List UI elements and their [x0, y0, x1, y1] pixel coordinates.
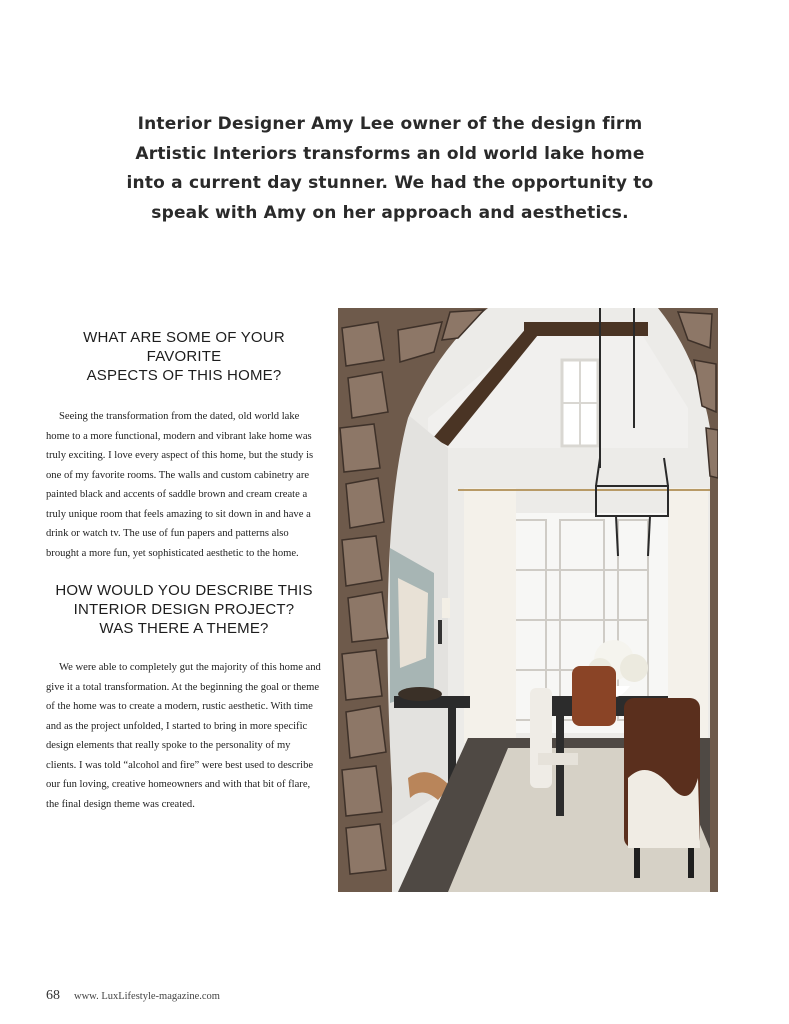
intro-paragraph: Interior Designer Amy Lee owner of the design firm Artistic Interiors transforms an old world lake home into a current day stunner. We had the opportunity to speak with Amy on her approach and aesthetics.	[126, 114, 654, 223]
question-heading-1: WHAT ARE SOME OF YOUR FAVORITE ASPECTS OF THIS HOME?	[83, 329, 285, 384]
dining-room-photo	[338, 308, 718, 892]
page-number: 68	[46, 988, 60, 1003]
answer-paragraph-2: We were able to completely gut the majority of this home and give it a total transformation. At the beginning the goal or theme of the home was to create a modern, rustic aesthetic. With time and as the project unfolded, I started to bring in more specific design elements that really spoke to the personality of my clients. I was told “alcohol and fire” were best used to describe our fun loving, creative homeowners and with that bit of flare, the final design theme was created.	[46, 662, 321, 810]
page-footer	[46, 986, 220, 1004]
answer-paragraph-1: Seeing the transformation from the dated, old world lake home to a more functional, modern and vibrant lake home was truly exciting. I love every aspect of this home, but the study is one of my favorite rooms. The walls and custom cabinetry are painted black and accents of saddle brown and cream create a truly unique room that feels amazing to sit down in and have a drink or watch tv. The use of fun papers and patterns also brought a more fun, yet sophisticated aesthetic to the home.	[46, 411, 314, 559]
website-link[interactable]: www. LuxLifestyle-magazine.com	[74, 991, 220, 1002]
interview-column	[46, 328, 322, 814]
question-heading-2: HOW WOULD YOU DESCRIBE THIS INTERIOR DESIGN PROJECT? WAS THERE A THEME?	[55, 582, 313, 637]
